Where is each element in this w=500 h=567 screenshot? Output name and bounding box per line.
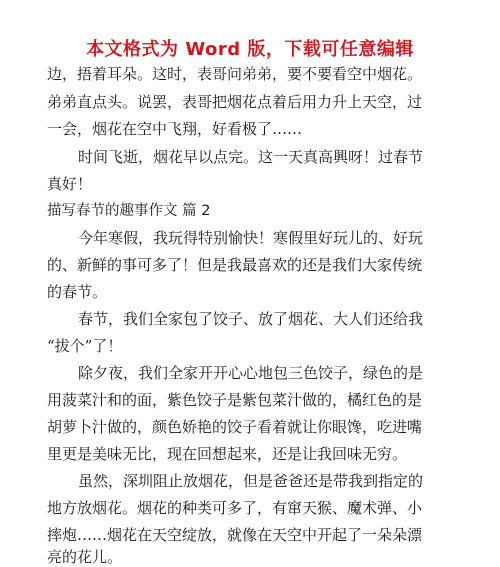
paragraph-line: 真好！ — [47, 175, 93, 193]
paragraph-line: 今年寒假，我玩得特别愉快！寒假里好玩儿的、好玩 — [78, 229, 424, 247]
paragraph-line: 胡萝卜汁做的，颜色娇艳的饺子看着就让你眼馋，吃进嘴 — [47, 418, 423, 436]
paragraph-line: 一会，烟花在空中飞翔，好看极了…… — [47, 120, 303, 138]
paragraph-line: 时间飞逝，烟花早以点完。这一天真高興呀！过春节 — [78, 148, 424, 166]
paragraph-line: 弟弟直点头。说罢，表哥把烟花点着后用力升上天空，过 — [47, 93, 423, 111]
paragraph-line: 的、新鲜的事可多了！但是我最喜欢的还是我们大家传统 — [47, 256, 423, 274]
word-format-banner: 本文格式为 Word 版，下载可任意编辑 — [86, 39, 414, 60]
paragraph-line: 春节，我们全家包了饺子、放了烟花、大人们还给我 — [78, 310, 424, 328]
paragraph-line: 的春节。 — [47, 283, 108, 301]
paragraph-line: 除夕夜，我们全家开开心心地包三色饺子，绿色的是 — [78, 364, 424, 382]
paragraph-line: 地方放烟花。烟花的种类可多了，有窜天猴、魔术弹、小 — [47, 499, 423, 517]
paragraph-line: 虽然，深圳阻止放烟花，但是爸爸还是带我到指定的 — [78, 472, 424, 490]
paragraph-line: 边，捂着耳朵。这时，表哥问弟弟，要不要看空中烟花。 — [47, 65, 423, 83]
section-heading: 描写春节的趣事作文 篇 2 — [47, 203, 211, 219]
paragraph-line: “拔个”了！ — [47, 337, 123, 355]
paragraph-line: 摔炮……烟花在天空绽放，就像在天空中开起了一朵朵漂 — [47, 526, 423, 544]
paragraph-line: 里更是美味无比，现在回想起来，还是让我回味无穷。 — [47, 445, 408, 463]
paragraph-line: 用菠菜汁和的面，紫色饺子是紫包菜汁做的，橘红色的是 — [47, 391, 423, 409]
paragraph-line: 亮的花儿。 — [47, 548, 123, 566]
